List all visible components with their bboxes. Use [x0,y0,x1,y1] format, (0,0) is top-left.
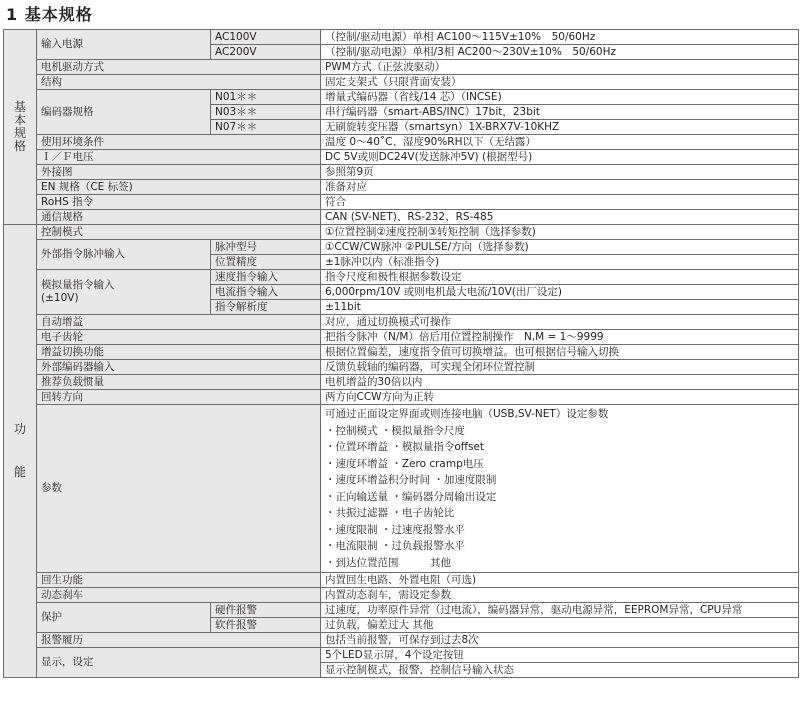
table-row [4,405,799,573]
row-value: 把指令脉冲（N/M）倍后用位置控制操作 N,M = 1～9999 [321,330,799,345]
row-label: 推荐负载惯量 [37,375,321,390]
table-row [4,588,799,603]
row-label: 电子齿轮 [37,330,321,345]
row-label: 外接图 [37,165,321,180]
row-label: 自动增益 [37,315,321,330]
table-row [4,180,799,195]
row-value: ±1脉冲以内（标准指令) [321,255,799,270]
params-line: ・速度环增益积分时间 ・加速度限制 [325,474,497,486]
row-label: 输入电源 [37,30,211,60]
row-value: 反馈负载轴的编码器，可实现全闭环位置控制 [321,360,799,375]
table-row [4,648,799,663]
row-value: 5个LED显示屏，4个设定按钮 [321,648,799,663]
row-value: 准备对应 [321,180,799,195]
row-value: 固定支架式（只限背面安装） [321,75,799,90]
row-label: 编码器规格 [37,90,211,135]
row-value: 电机增益的30倍以内 [321,375,799,390]
row-value: 温度 0～40˚C、湿度90%RH以下（无结露） [321,135,799,150]
row-value: 内置回生电路、外置电阻（可选) [321,573,799,588]
row-value: 过速度，功率原件异常（过电流），编码器异常，驱动电源异常，EEPROM异常，CPU异常 [321,603,799,618]
row-label-line: 模拟量指令输入 [41,279,115,291]
row-value: 显示控制模式，报警，控制信号输入状态 [321,663,799,678]
table-row [4,573,799,588]
row-label: Ｉ／Ｆ电压 [37,150,321,165]
row-value: ±11bit [321,300,799,315]
table-row [4,90,799,105]
params-line: 可通过正面设定界面或则连接电脑（USB,SV-NET）设定参数 [325,408,609,420]
row-label: 控制模式 [37,225,321,240]
section-char: 基 [13,100,26,114]
row-value: 6,000rpm/10V 或则电机最大电流/10V(出厂设定) [321,285,799,300]
row-label: 动态刹车 [37,588,321,603]
row-label: 增益切换功能 [37,345,321,360]
row-value: （控制/驱动电源）单相 AC100～115V±10% 50/60Hz [321,30,799,45]
row-label: 报警履历 [37,633,321,648]
row-value: CAN (SV-NET)、RS-232、RS-485 [321,210,799,225]
table-row [4,375,799,390]
row-label: 外部指令脉冲输入 [37,240,211,270]
params-line: ・电流限制 ・过负载报警水平 [325,540,465,552]
table-row [4,633,799,648]
row-value: 指令尺度和极性根据参数设定 [321,270,799,285]
row-value: 参照第9页 [321,165,799,180]
section-char: 能 [13,465,26,479]
spec-table [3,29,799,678]
row-label: RoHS 指令 [37,195,321,210]
table-row [4,75,799,90]
row-sublabel: 硬件报警 [211,603,321,618]
row-label: 显示，设定 [37,648,321,678]
row-value: DC 5V或则DC24V(发送脉冲5V) (根据型号) [321,150,799,165]
params-line: ・正向输送量 ・编码器分周输出设定 [325,490,497,503]
table-row [4,315,799,330]
page-title: 1 基本规格 [6,5,93,24]
table-row [4,225,799,240]
row-label: 通信规格 [37,210,321,225]
table-row [4,330,799,345]
row-value: 两方向CCW方向为正转 [321,390,799,405]
table-row [4,345,799,360]
row-value: ①位置控制②速度控制③转矩控制（选择参数) [321,225,799,240]
table-row [4,165,799,180]
row-sublabel: N07＊＊ [211,120,321,135]
table-row [4,135,799,150]
row-value: 串行编码器（smart-ABS/INC）17bit，23bit [321,105,799,120]
row-value: 内置动态刹车，需设定参数 [321,588,799,603]
params-line: ・速度环增益 ・Zero cramp电压 [325,457,484,470]
row-sublabel: N01＊＊ [211,90,321,105]
params-list [321,405,799,573]
params-line: ・速度限制 ・过速度报警水平 [325,523,465,536]
row-sublabel: 脉冲型号 [211,240,321,255]
section-char: 功 [13,422,26,436]
row-value: 对应，通过切换模式可操作 [321,315,799,330]
row-value: （控制/驱动电源）单相/3相 AC200～230V±10% 50/60Hz [321,45,799,60]
row-value: 无刷旋转变压器（smartsyn）1X-BRX7V-10KHZ [321,120,799,135]
params-line: ・共振过滤器 ・电子齿轮比 [325,507,455,519]
row-sublabel: AC100V [211,30,321,45]
row-value: PWM方式（正弦波驱动） [321,60,799,75]
table-row [4,210,799,225]
table-row [4,60,799,75]
row-label: 使用环境条件 [37,135,321,150]
row-sublabel: 软件报警 [211,618,321,633]
table-row [4,270,799,285]
row-value: 包括当前报警，可保存到过去8次 [321,633,799,648]
row-label: 回转方向 [37,390,321,405]
table-row [4,603,799,618]
row-value: 符合 [321,195,799,210]
table-row [4,360,799,375]
section-char: 格 [13,139,26,153]
table-row [4,390,799,405]
row-value: 增量式编码器（省线/14 芯）（INCSE) [321,90,799,105]
row-sublabel: 速度指令输入 [211,270,321,285]
section-char: 规 [13,126,26,140]
row-label: 电机驱动方式 [37,60,321,75]
params-line: ・到达位置范围 其他 [325,556,451,569]
row-label: 参数 [37,405,321,573]
row-value: 根据位置偏差，速度指令值可切换增益。也可根据信号输入切换 [321,345,799,360]
row-label: 回生功能 [37,573,321,588]
table-row [4,30,799,45]
row-label: 外部编码器输入 [37,360,321,375]
table-row [4,195,799,210]
row-label [37,270,211,315]
row-sublabel: 位置精度 [211,255,321,270]
params-line: ・位置环增益 ・模拟量指令offset [325,441,485,453]
row-sublabel: AC200V [211,45,321,60]
section-char: 本 [13,113,26,127]
section-func [4,225,37,678]
row-sublabel: N03＊＊ [211,105,321,120]
row-label: 保护 [37,603,211,633]
params-line: ・控制模式 ・模拟量指令尺度 [325,424,465,437]
table-row [4,150,799,165]
table-row [4,240,799,255]
row-label-line: (±10V) [41,292,79,304]
section-basic [4,30,37,225]
row-label: 结构 [37,75,321,90]
row-value: 过负载，偏差过大 其他 [321,618,799,633]
row-label: EN 规格（CE 标签) [37,180,321,195]
row-value: ①CCW/CW脉冲 ②PULSE/方向（选择参数) [321,240,799,255]
row-sublabel: 指令解析度 [211,300,321,315]
row-sublabel: 电流指令输入 [211,285,321,300]
